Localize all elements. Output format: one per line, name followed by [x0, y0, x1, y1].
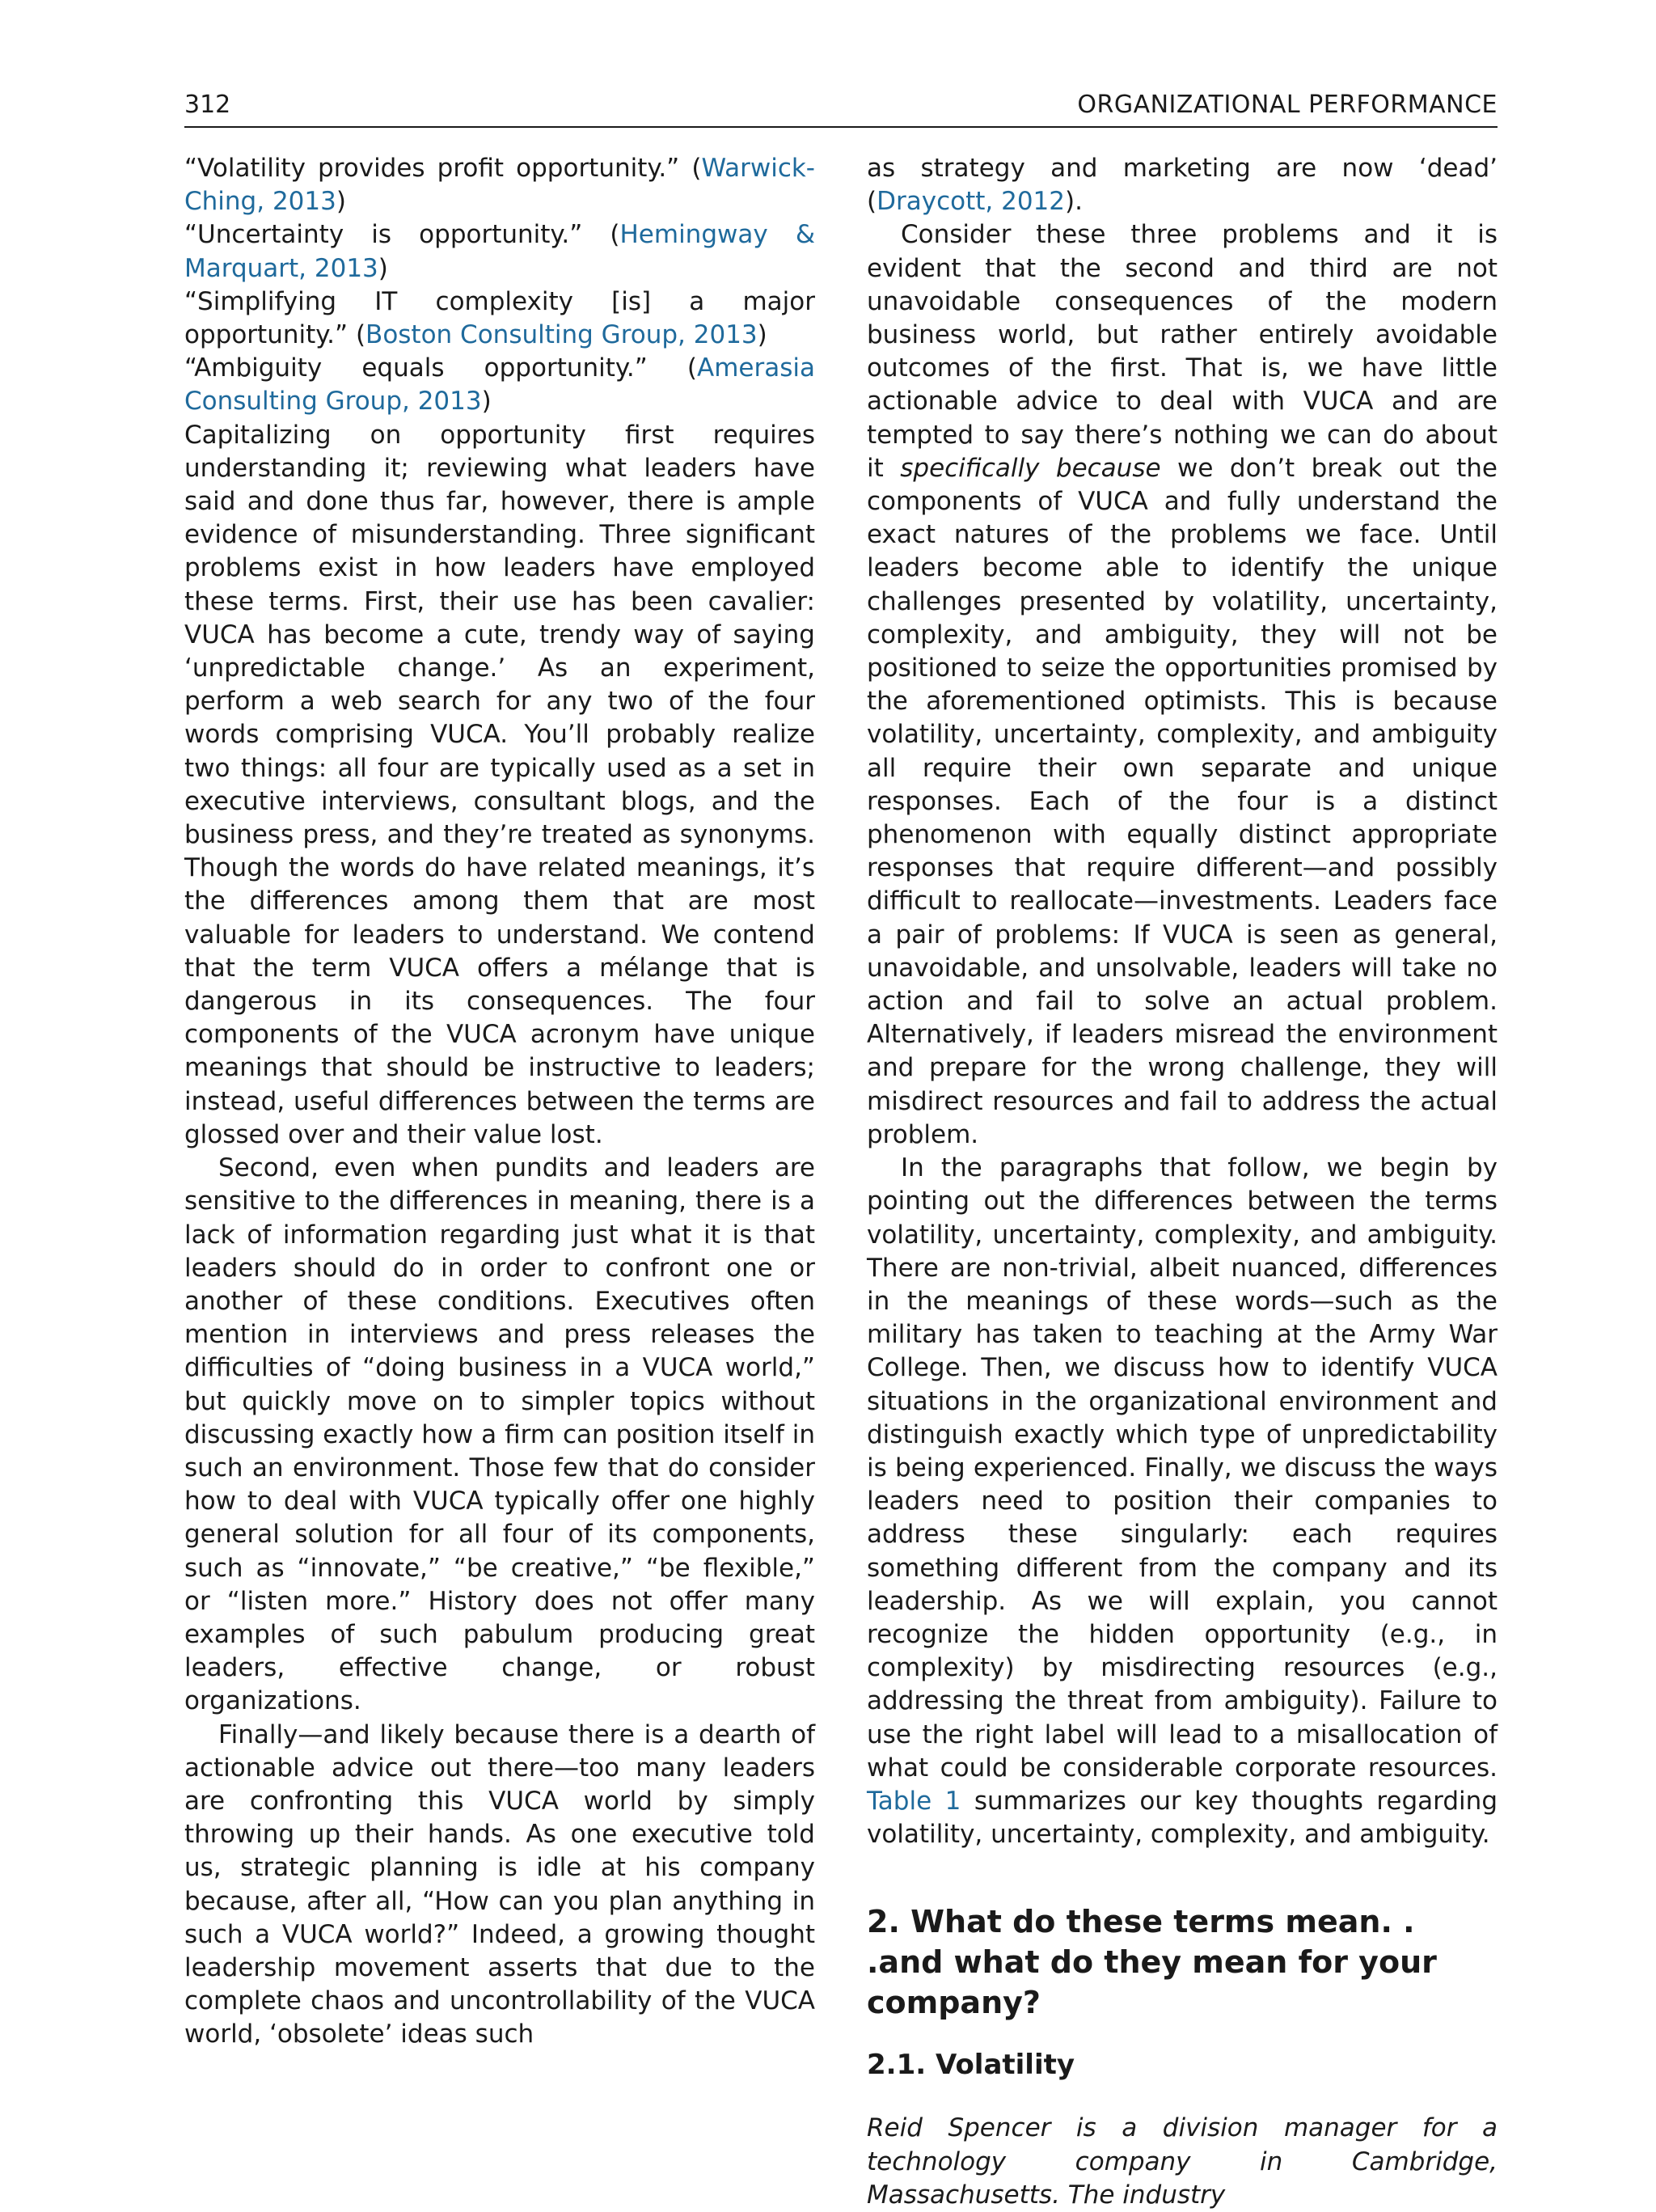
right-column [867, 152, 1498, 2212]
epigraph-quote: “Ambiguity equals opportunity.” (Amerasia Consulting Group, 2013) [184, 353, 815, 417]
table-reference-link[interactable]: Table 1 [867, 1786, 961, 1816]
body-paragraph: Finally—and likely because there is a dearth of actionable advice out there—too many leaders are confronting this VUCA world by simply throwing up their hands. As one executive told us, strategic planning is idle at his company because, after all, “How can you plan anything in such a VUCA world?” Indeed, a growing thought leadership movement asserts that due to the complete chaos and uncontrollability of the VUCA world, ‘obsolete’ ideas such [184, 1719, 815, 2049]
section-heading: 2. What do these terms mean. . .and what do they mean for your company? [867, 1904, 1437, 2021]
body-paragraph: In the paragraphs that follow, we begin by pointing out the differences between the terms volatility, uncertainty, complexity, and ambiguity. There are non-trivial, albeit nuanced, differences in the meanings of these words—such as the military has taken to teaching at the Army War College. Then, we discuss how to identify VUCA situations in the organizational environment and distinguish exactly which type of unpredictability is being experienced. Finally, we discuss the ways leaders need to position their companies to address these singularly: each requires something different from the company and its leadership. As we will explain, you cannot recognize the hidden opportunity (e.g., in complexity) by misdirecting resources (e.g., addressing the threat from ambiguity). Failure to use the right label will lead to a misallocation of what could be considerable corporate resources. Table 1 summarizes our key thoughts regarding volatility, uncertainty, complexity, and ambiguity. [867, 1153, 1498, 1850]
epigraph-quote: “Volatility provides profit opportunity.” (Warwick-Ching, 2013) [184, 154, 815, 217]
running-header [184, 87, 1498, 128]
citation-link[interactable]: Boston Consulting Group, 2013 [365, 320, 758, 350]
emphasis: specifically because [900, 453, 1161, 483]
citation-link[interactable]: Warwick-Ching, 2013 [184, 154, 815, 217]
citation-link[interactable]: Draycott, 2012 [877, 187, 1065, 217]
citation-link[interactable]: Amerasia Consulting Group, 2013 [184, 353, 815, 417]
citation-link[interactable]: Hemingway & Marquart, 2013 [184, 220, 815, 283]
case-paragraph: Reid Spencer is a division manager for a technology company in Cambridge, Massachusetts. The industry [867, 2113, 1498, 2210]
epigraph-quote: “Uncertainty is opportunity.” (Hemingway & Marquart, 2013) [184, 220, 815, 283]
body-paragraph: as strategy and marketing are now ‘dead’ (Draycott, 2012). [867, 154, 1498, 217]
subsection-heading: 2.1. Volatility [867, 2049, 1075, 2082]
body-paragraph: Capitalizing on opportunity first requires understanding it; reviewing what leaders have said and done thus far, however, there is ample evidence of misunderstanding. Three significant problems exist in how leaders have employed these terms. First, their use has been cavalier: VUCA has become a cute, trendy way of saying ‘unpredictable change.’ As an experiment, perform a web search for any two of the four words comprising VUCA. You’ll probably realize two things: all four are typically used as a set in executive interviews, consultant blogs, and the business press, and they’re treated as synonyms. Though the words do have related meanings, it’s the differences among them that are most valuable for leaders to understand. We contend that the term VUCA offers a mélange that is dangerous in its consequences. The four components of the VUCA acronym have unique meanings that should be instructive to leaders; instead, useful differences between the terms are glossed over and their value lost. [184, 420, 815, 1149]
running-head-title: ORGANIZATIONAL PERFORMANCE [1077, 91, 1498, 119]
body-paragraph: Second, even when pundits and leaders are sensitive to the differences in meaning, there is a lack of information regarding just what it is that leaders should do in order to confront one or another of these conditions. Executives often mention in interviews and press releases the difficulties of “doing business in a VUCA world,” but quickly move on to simpler topics without discussing exactly how a firm can position itself in such an environment. Those few that do consider how to deal with VUCA typically offer one highly general solution for all four of its components, such as “innovate,” “be creative,” “be flexible,” or “listen more.” History does not offer many examples of such pabulum producing great leaders, effective change, or robust organizations. [184, 1153, 815, 1716]
left-column [184, 152, 815, 2052]
body-paragraph: Consider these three problems and it is evident that the second and third are not unavoidable consequences of the modern business world, but rather entirely avoidable outcomes of the first. That is, we have little actionable advice to deal with VUCA and are tempted to say there’s nothing we can do about it specifically because we don’t break out the components of VUCA and fully understand the exact natures of the problems we face. Until leaders become able to identify the unique challenges presented by volatility, uncertainty, complexity, and ambiguity, they will not be positioned to seize the opportunities promised by the aforementioned optimists. This is because volatility, uncertainty, complexity, and ambiguity all require their own separate and unique responses. Each of the four is a distinct phenomenon with equally distinct appropriate responses that require different—and possibly difficult to reallocate—investments. Leaders face a pair of problems: If VUCA is seen as general, unavoidable, and unsolvable, leaders will take no action and fail to solve an actual problem. Alternatively, if leaders misread the environment and prepare for the wrong challenge, they will misdirect resources and fail to address the actual problem. [867, 220, 1498, 1149]
page-number: 312 [184, 91, 231, 119]
epigraph-quote: “Simplifying IT complexity [is] a major opportunity.” (Boston Consulting Group, 2013) [184, 286, 815, 350]
